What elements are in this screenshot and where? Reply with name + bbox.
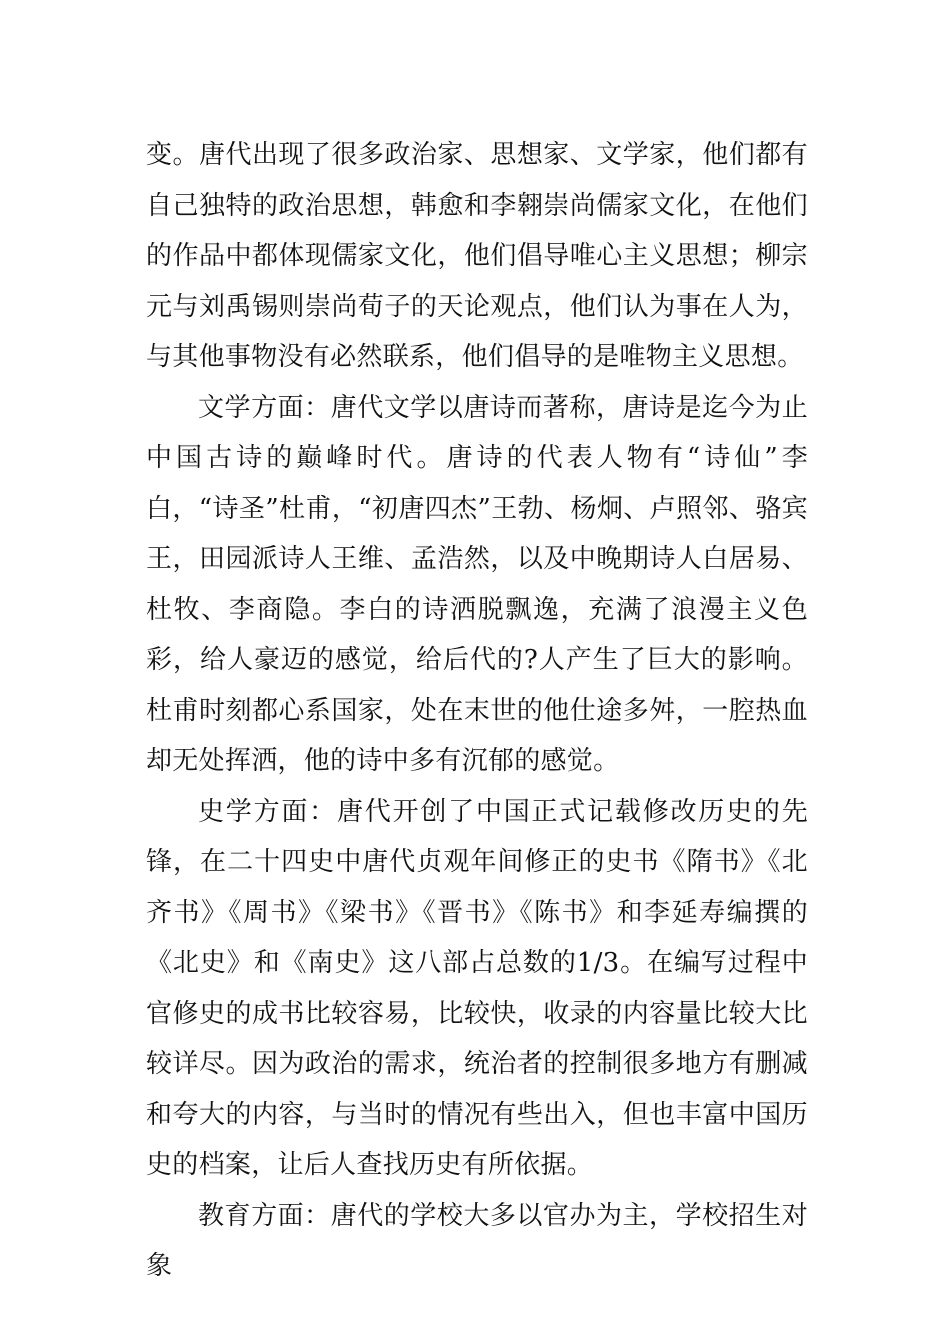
paragraph-education: 教育方面：唐代的学校大多以官办为主，学校招生对象 [146,1200,808,1281]
paragraph-philosophy-continuation: 变。唐代出现了很多政治家、思想家、文学家，他们都有自己独特的政治思想，韩愈和李翱崇尚儒家文化，在他们的作品中都体现儒家文化，他们倡导唯心主义思想；柳宗元与刘禹锡则崇尚荀子的天论观点，他们认为事在人为，与其他事物没有必然联系，他们倡导的是唯物主义思想。 [146,140,808,372]
document-body [146,130,808,1292]
paragraph-literature: 文学方面：唐代文学以唐诗而著称，唐诗是迄今为止中国古诗的巅峰时代。唐诗的代表人物有“诗仙”李白，“诗圣”杜甫，“初唐四杰”王勃、杨炯、卢照邻、骆宾王，田园派诗人王维、孟浩然，以及中晚期诗人白居易、杜牧、李商隐。李白的诗洒脱飘逸，充满了浪漫主义色彩，给人豪迈的感觉，给后代的?人产生了巨大的影响。杜甫时刻都心系国家，处在末世的他仕途多舛，一腔热血却无处挥洒，他的诗中多有沉郁的感觉。 [146,392,808,776]
paragraph-historiography: 史学方面：唐代开创了中国正式记载修改历史的先锋，在二十四史中唐代贞观年间修正的史书《隋书》《北齐书》《周书》《梁书》《晋书》《陈书》和李延寿编撰的《北史》和《南史》这八部占总数的1/3。在编写过程中官修史的成书比较容易，比较快，收录的内容量比较大比较详尽。因为政治的需求，统治者的控制很多地方有删减和夸大的内容，与当时的情况有些出入，但也丰富中国历史的档案，让后人查找历史有所依据。 [146,796,808,1180]
